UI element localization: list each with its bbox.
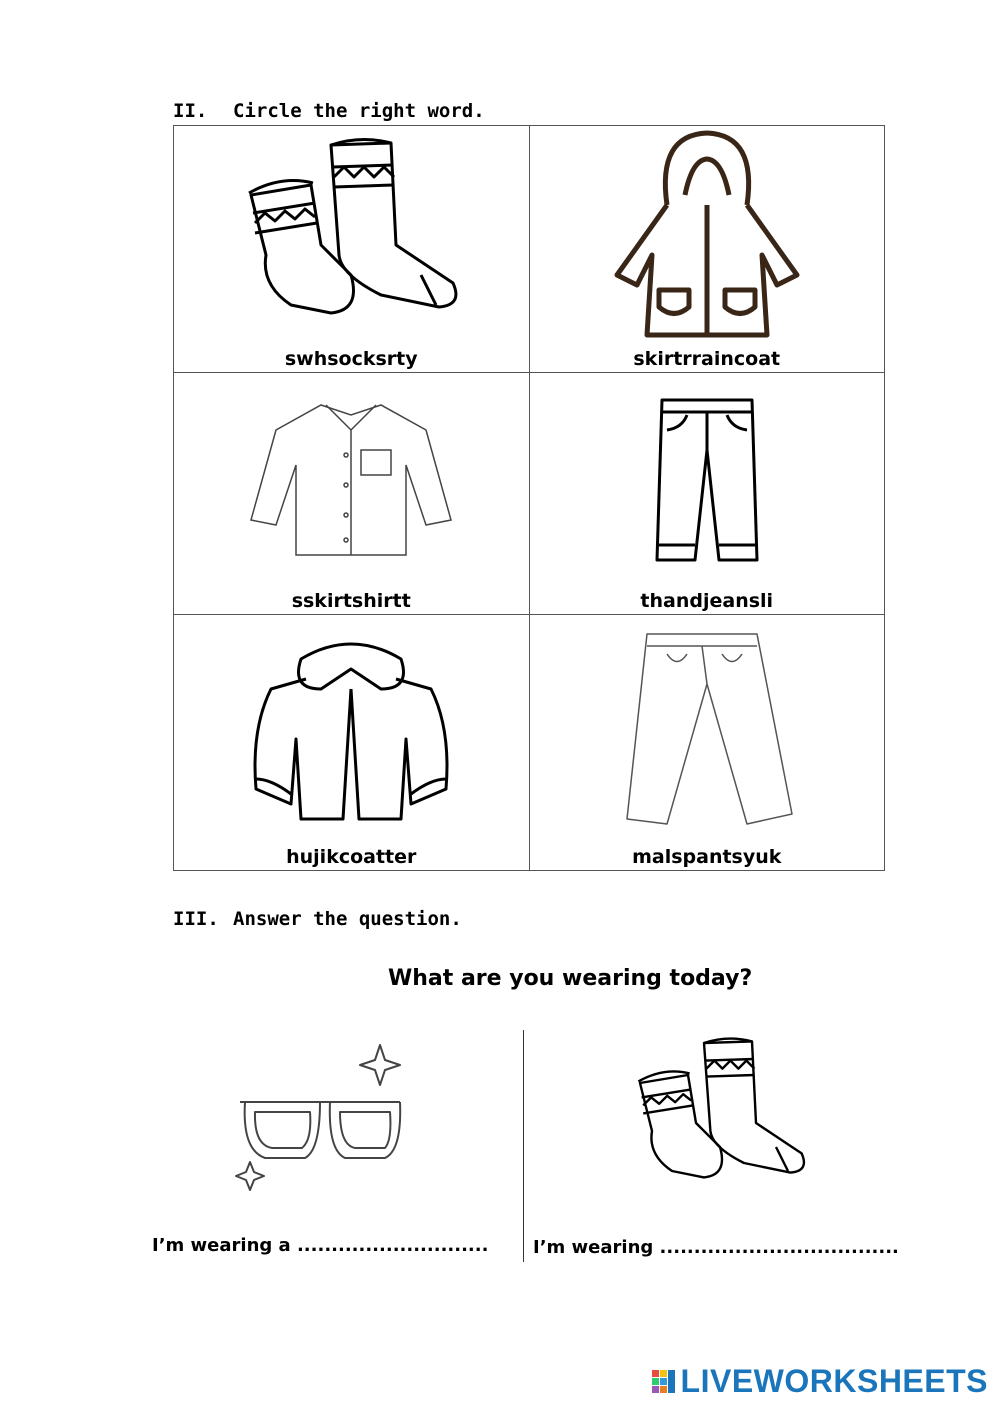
section-3-heading xyxy=(173,908,462,930)
glasses-icon xyxy=(230,1040,420,1204)
shirt-icon xyxy=(174,373,529,586)
word-label: sskirtshirtt xyxy=(291,590,411,612)
section-2-heading xyxy=(173,100,485,122)
answer-line-right[interactable]: I’m wearing ................................... xyxy=(533,1237,899,1258)
answer-line-left[interactable]: I’m wearing a ............................ xyxy=(152,1235,489,1256)
grid-cell-socks xyxy=(174,126,530,373)
divider xyxy=(523,1030,524,1262)
grid-cell-shirt xyxy=(174,373,530,615)
grid-cell-jeans xyxy=(529,373,885,615)
question-text: What are you wearing today? xyxy=(388,966,753,991)
grid-cell-pants xyxy=(529,615,885,871)
section-instruction: Circle the right word. xyxy=(233,100,485,122)
word-label: swhsocksrty xyxy=(284,348,418,370)
grid-cell-coat xyxy=(174,615,530,871)
section-number: III. xyxy=(173,908,219,930)
word-grid xyxy=(173,125,885,871)
socks-icon xyxy=(174,126,529,344)
jeans-icon xyxy=(530,373,885,586)
grid-cell-raincoat xyxy=(529,126,885,373)
liveworksheets-logo xyxy=(651,1363,988,1400)
socks-icon xyxy=(620,1035,820,1199)
logo-text: LIVEWORKSHEETS xyxy=(680,1363,988,1399)
raincoat-icon xyxy=(530,126,885,344)
word-label: malspantsyuk xyxy=(632,846,782,868)
logo-icon xyxy=(651,1369,677,1395)
coat-icon xyxy=(174,615,529,842)
section-instruction: Answer the question. xyxy=(233,908,462,930)
pants-icon xyxy=(530,615,885,842)
word-label: hujikcoatter xyxy=(286,846,417,868)
word-label: thandjeansli xyxy=(640,590,774,612)
section-number: II. xyxy=(173,100,208,122)
word-label: skirtrraincoat xyxy=(633,348,781,370)
